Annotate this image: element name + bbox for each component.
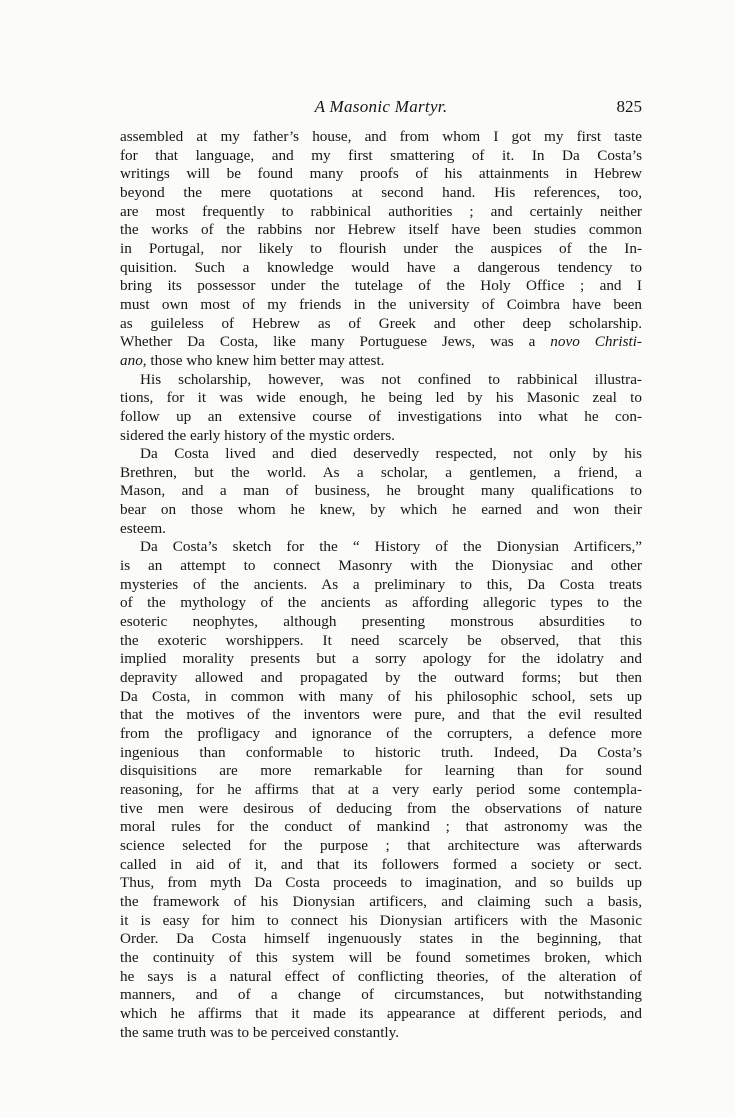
paragraph-1 [120,128,642,371]
paragraph-3 [120,445,642,538]
text-line: the exoteric worshippers. It need scarcely be observed, that this [120,631,642,649]
text-line: called in aid of it, and that its followers formed a society or sect. [120,855,642,873]
text-line: for that language, and my first smattering of it. In Da Costa’s [120,146,642,164]
paragraph-2 [120,371,642,446]
text-segment: Whether Da Costa, like many Portuguese Jews, was a [120,333,551,351]
text-line-with-italic [120,352,642,371]
paragraph-4 [120,538,642,1042]
text-line: ingenious than conformable to historic truth. Indeed, Da Costa’s [120,743,642,761]
text-line: it is easy for him to connect his Dionysian artificers with the Masonic [120,911,642,929]
text-line: His scholarship, however, was not confined to rabbinical illustra- [140,370,642,388]
text-line: quisition. Such a knowledge would have a dangerous tendency to [120,258,642,276]
text-line: esoteric neophytes, although presenting monstrous absurdities to [120,613,642,631]
text-line: moral rules for the conduct of mankind ; that astronomy was the [120,818,642,836]
text-line: the works of the rabbins nor Hebrew itself have been studies common [120,221,642,239]
page-number: 825 [616,97,642,116]
text-line: tions, for it was wide enough, he being led by his Masonic zeal to [120,389,642,407]
text-line: Mason, and a man of business, he brought many qualifications to [120,482,642,500]
text-line: tive men were desirous of deducing from the observations of nature [120,799,642,817]
text-line: that the motives of the inventors were pure, and that the evil resulted [120,706,642,724]
text-line: sidered the early history of the mystic orders. [120,426,395,444]
text-line: beyond the mere quotations at second hand. His references, too, [120,183,642,201]
text-line: of the mythology of the ancients as affording allegoric types to the [120,594,642,612]
italic-term: novo Christi- [550,333,642,351]
text-line: esteem. [120,519,166,537]
text-line: Brethren, but the world. As a scholar, a gentlemen, a friend, a [120,463,642,481]
article-body [120,128,642,1042]
text-line: Da Costa, in common with many of his philosophic school, sets up [120,687,642,705]
text-line: he says is a natural effect of conflicting theories, of the alteration of [120,967,642,985]
text-line: the same truth was to be perceived constantly. [120,1023,400,1041]
text-line: bring its possessor under the tutelage of the Holy Office ; and I [120,277,642,295]
running-title: A Masonic Martyr. [314,97,448,116]
text-line: which he affirms that it made its appearance at different periods, and [120,1004,642,1022]
text-line: as guileless of Hebrew as of Greek and other deep scholarship. [120,314,642,332]
text-line: in Portugal, nor likely to flourish under the auspices of the In- [120,239,642,257]
text-segment: , those who knew him better may attest. [142,351,385,369]
text-line: reasoning, for he affirms that at a very early period some contempla- [120,780,642,798]
text-line: Order. Da Costa himself ingenuously states in the beginning, that [120,930,642,948]
text-line: Da Costa lived and died deservedly respected, not only by his [140,445,642,463]
text-line: the continuity of this system will be found sometimes broken, which [120,948,642,966]
text-line: must own most of my friends in the university of Coimbra have been [120,295,642,313]
text-line: Da Costa’s sketch for the “ History of the Dionysian Artificers,” [140,538,642,556]
italic-term: ano [120,351,143,369]
text-line: the framework of his Dionysian artificers, and claiming such a basis, [120,892,642,910]
text-line: writings will be found many proofs of his attainments in Hebrew [120,165,642,183]
text-line: manners, and of a change of circumstances, but notwithstanding [120,986,642,1004]
text-line-with-italic [120,333,642,352]
text-line: from the profligacy and ignorance of the corrupters, a defence more [120,725,642,742]
text-line: science selected for the purpose ; that architecture was afterwards [120,836,642,854]
text-line: follow up an extensive course of investigations into what he con- [120,407,642,425]
text-line: mysteries of the ancients. As a preliminary to this, Da Costa treats [120,575,642,593]
text-line: disquisitions are more remarkable for learning than for sound [120,762,642,780]
text-line: is an attempt to connect Masonry with the Dionysiac and other [120,557,642,575]
text-line: implied morality presents but a sorry apology for the idolatry and [120,650,642,668]
page-header [120,97,642,121]
text-line: assembled at my father’s house, and from whom I got my first taste [120,128,642,145]
text-line: bear on those whom he knew, by which he earned and won their [120,501,642,519]
text-line: depravity allowed and propagated by the outward forms; but then [120,669,642,687]
text-line: Thus, from myth Da Costa proceeds to imagination, and so builds up [120,874,642,892]
text-line: are most frequently to rabbinical authorities ; and certainly neither [120,202,642,220]
